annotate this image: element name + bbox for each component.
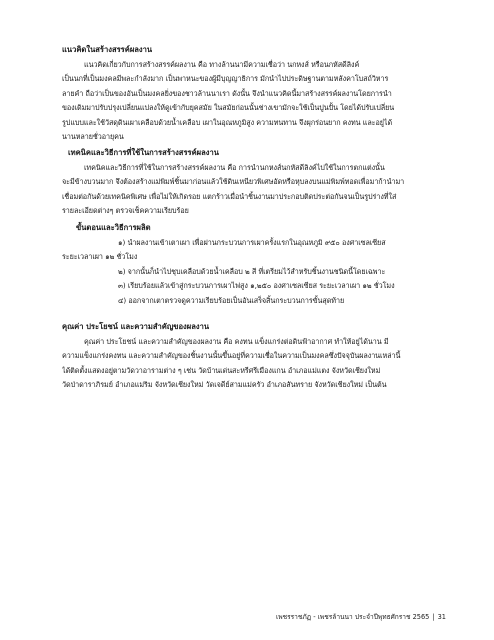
paragraph-line: รายละเอียดต่างๆ ตรวจเช็คความเรียบร้อย [62, 206, 189, 215]
paragraph-line: คุณค่า ประโยชน์ และความสำคัญของผลงาน คือ คงทน แข็งแกร่งต่อดินฟ้าอากาศ ทำให้อยู่ได้นาน มี [84, 336, 389, 346]
paragraph-line: เชื่อมต่อกันด้วยเทคนิคพิเศษ เพื่อไม่ให้เกิดรอย แตกร้าวเมื่อนำชิ้นงานมาประกอบติดประต่อกันจนเป็นรูปร่างที่ใส่ [62, 191, 397, 201]
paragraph-line: รูปแบบและใช้วัสดุดินเผาเคลือบด้วยน้ำเคลือบ เผาในอุณหภูมิสูง ความทนทาน จึงผุกร่อนยาก คงทน และอยู่ได้ [62, 117, 393, 127]
step-continuation: ระยะเวลาเผา ๑๒ ชั่วโมง [62, 252, 138, 261]
footer-separator: | [432, 613, 435, 621]
paragraph-line: ลายคำ ถือว่าเป็นของอันเป็นมงคลยิ่งของชาวล้านนาเรา ดังนั้น จึงนำแนวคิดนี้มาสร้างสรรค์ผลงานโดยการนำ [62, 88, 392, 98]
section-heading: แนวคิดในสร้างสรรค์ผลงาน [62, 45, 153, 54]
paragraph-line: แนวคิดเกี่ยวกับการสร้างสรรค์ผลงาน คือ ทางล้านนามีความเชื่อว่า นกหงส์ หรือนกหัสดีลิงค์ [84, 59, 360, 69]
paragraph-line: ได้ติดตั้งแสดงอยู่ตามวัดวาอารามต่าง ๆ เช่น วัดบ้านเด่นสะหรีศรีเมืองแกน อำเภอแม่แตง จังหวัดเชียงใหม่ [62, 365, 381, 375]
step-item: ๑) นำผลงานเข้าเตาเผา เพื่อผ่านกระบวนการเผาครั้งแรกในอุณหภูมิ ๙๕๐ องศาเซลเซียส [118, 237, 386, 247]
step-item: ๒) จากนั้นก็นำไปชุบเคลือบด้วยน้ำเคลือบ ๒ สี ที่เตรียมไว้สำหรับชิ้นงานชนิดนี้โดยเฉพาะ [118, 266, 386, 276]
section-value [62, 320, 446, 393]
section-heading: คุณค่า ประโยชน์ และความสำคัญของผลงาน [62, 322, 210, 331]
footer-title: เพชรราชภัฏ - เพชรล้านนา ประจำปีพุทธศักราช 2565 [276, 613, 430, 621]
section-concept [62, 43, 446, 145]
step-item: ๔) ออกจากเตาตรวจดูความเรียบร้อยเป็นอันเสร็จสิ้นกระบวนการขั้นสุดท้าย [118, 295, 345, 305]
paragraph-line: วัดป่าดาราภิรมย์ อำเภอแม่ริม จังหวัดเชียงใหม่ วัดเจดีย์สามแม่ครัว อำเภอสันทราย จังหวัดเชียงใหม่ เป็นต้น [62, 380, 387, 389]
section-heading: เทคนิคและวิธีการที่ใช้ในการสร้างสรรค์ผลงาน [68, 148, 219, 157]
section-production-steps [62, 221, 446, 308]
paragraph-line: ความแข็งแกร่งคงทน และความสำคัญของชิ้นงานนั้นขึ้นอยู่ที่ความเชื่อในความเป็นมงคลซึ่งปัจจุบันผลงานเหล่านี้ [62, 351, 401, 360]
paragraph-line: จะมีข้างบวนมาก จึงต้องสร้างแม่พิมพ์ชิ้นมาก่อนแล้วใช้ดินเหนียวพิเศษอัดหรือหุบลงบนแม่พิมพ์ทอดเพื่อมาก้านำมา [62, 177, 405, 186]
paragraph-line: นานหลายชั่วอายุคน [62, 132, 124, 141]
section-heading: ขั้นตอนและวิธีการผลิต [76, 223, 151, 232]
step-item: ๓) เรียบร้อยแล้วเข้าสู่กระบวนการเผาไฟสูง ๑,๒๕๐ องศาเซลเซียส ระยะเวลาเผา ๑๒ ชั่วโมง [118, 281, 395, 290]
page-footer [276, 611, 446, 622]
page-number: 31 [437, 613, 446, 621]
paragraph-line: เทคนิคและวิธีการที่ใช้ในการสร้างสรรค์ผลงาน คือ การนำนกหงส์นกหัสดีลิงค์ไปใช้ในการตกแต่งนั้น [84, 162, 385, 172]
section-techniques [62, 146, 446, 219]
paragraph-line: เป็นนกที่เป็นมงคลมีพละกำลังมาก เป็นพาหนะของผู้มีบุญญาธิการ มักนำไปประดิษฐานตามหลังคาโบสถ์วิหาร [62, 74, 389, 83]
paragraph-line: ของเดิมมาปรับปรุงเปลี่ยนแปลงให้ดูเข้ากับยุคสมัย ในสมัยก่อนนั้นช่างเขามักจะใช้เป็นปูนปั้น โดยได้ปรับเปลี่ยน [62, 103, 395, 112]
